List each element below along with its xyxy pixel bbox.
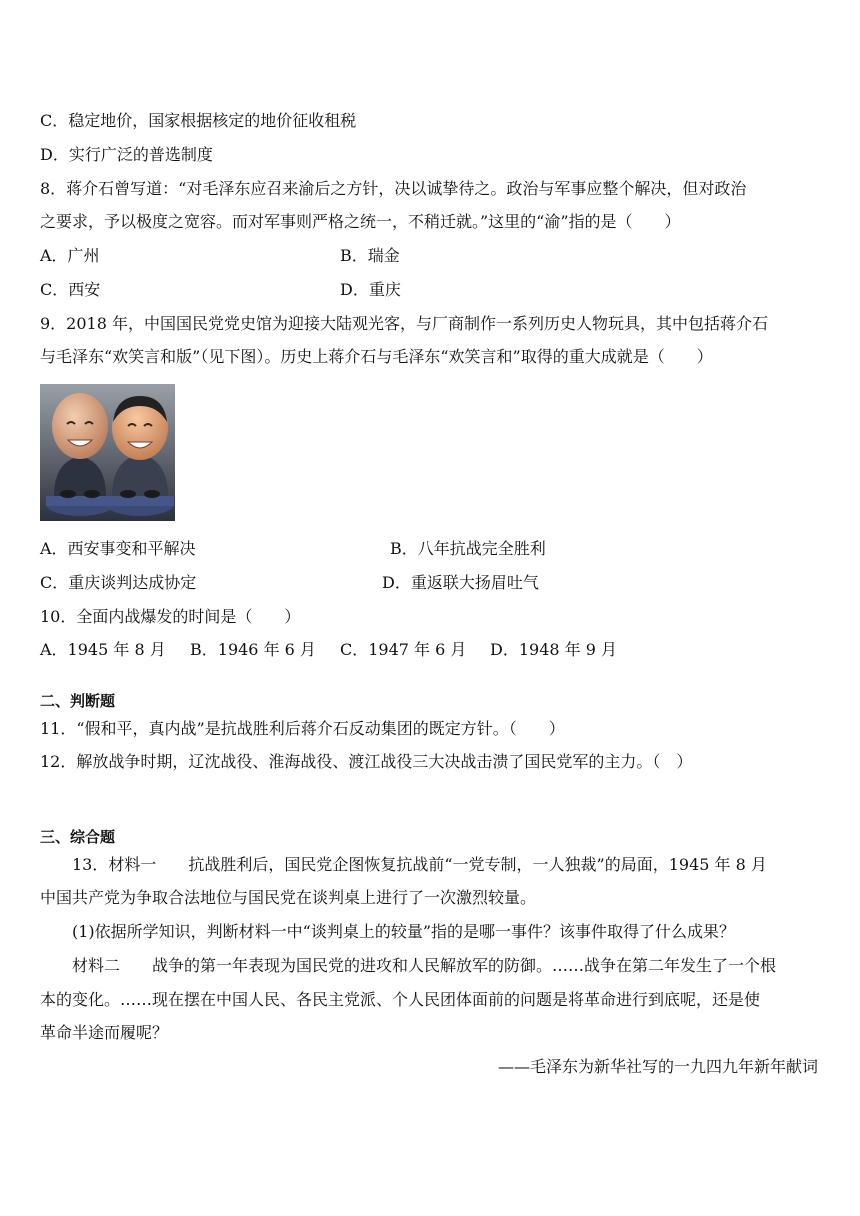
q9-option-d: D．重返联大扬眉吐气 [382, 573, 539, 592]
q10-option-b: B．1946 年 6 月 [190, 640, 316, 659]
q9-stem-line1: 9．2018 年，中国国民党党史馆为迎接大陆观光客，与厂商制作一系列历史人物玩具，其中包括蒋介石 [40, 314, 768, 333]
q11-stem: 11．“假和平，真内战”是抗战胜利后蒋介石反动集团的既定方针。（ ） [40, 719, 565, 738]
q8-option-b: B．瑞金 [340, 246, 400, 265]
q8-stem-line1: 8．蒋介石曾写道：“对毛泽东应召来渝后之方针，决以诚挚待之。政治与军事应整个解决，但对政治 [40, 179, 747, 198]
q7-option-c: C．稳定地价，国家根据核定的地价征收租税 [40, 111, 357, 130]
q10-option-d: D．1948 年 9 月 [490, 640, 617, 659]
q13-material2-line2: 本的变化。……现在摆在中国人民、各民主党派、个人民团体面前的问题是将革命进行到底呢，还是使 [40, 990, 761, 1009]
q13-material2-line3: 革命半途而履呢？ [40, 1023, 169, 1042]
q13-material1-line1: 13．材料一 抗战胜利后，国民党企图恢复抗战前“一党专制，一人独裁”的局面，1945 年 8 月 [72, 855, 767, 874]
q8-option-d: D．重庆 [340, 280, 401, 299]
q10-option-a: A．1945 年 8 月 [40, 640, 166, 659]
q7-option-d: D．实行广泛的普选制度 [40, 145, 213, 164]
q9-option-c: C．重庆谈判达成协定 [40, 573, 197, 592]
q9-stem-line2: 与毛泽东“欢笑言和版”（见下图）。历史上蒋介石与毛泽东“欢笑言和”取得的重大成就是（ ） [40, 347, 713, 366]
q13-subquestion-1: (1)依据所学知识，判断材料一中“谈判桌上的较量”指的是哪一事件？该事件取得了什么成果？ [72, 922, 736, 941]
q8-option-c: C．西安 [40, 280, 101, 299]
q12-stem: 12．解放战争时期，辽沈战役、淮海战役、渡江战役三大决战击溃了国民党军的主力。（ ） [40, 752, 693, 771]
q9-option-a: A．西安事变和平解决 [40, 539, 196, 558]
q13-material1-line2: 中国共产党为争取合法地位与国民党在谈判桌上进行了一次激烈较量。 [40, 888, 537, 907]
q13-source-attribution: ——毛泽东为新华社写的一九四九年新年献词 [497, 1057, 818, 1076]
q9-option-b: B．八年抗战完全胜利 [390, 539, 546, 558]
figurines-photo [40, 384, 175, 521]
q8-stem-line2: 之要求，予以极度之宽容。而对军事则严格之统一，不稍迁就。”这里的“渝”指的是（ ） [40, 212, 681, 231]
q10-option-c: C．1947 年 6 月 [340, 640, 467, 659]
q10-stem: 10．全面内战爆发的时间是（ ） [40, 607, 301, 626]
q8-option-a: A．广州 [40, 246, 100, 265]
q13-material2-line1: 材料二 战争的第一年表现为国民党的进攻和人民解放军的防御。……战争在第二年发生了一个根 [72, 956, 777, 975]
section-heading-comprehensive: 三、综合题 [40, 828, 116, 846]
section-heading-judgment: 二、判断题 [40, 692, 116, 710]
